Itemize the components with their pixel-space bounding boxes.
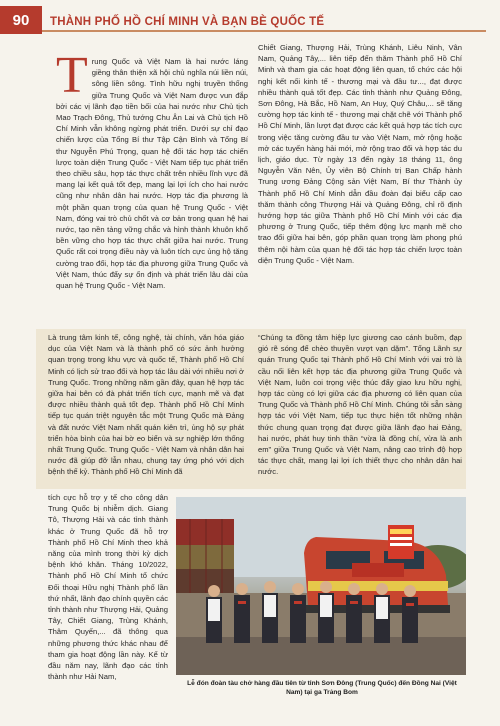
page-header [0, 0, 500, 34]
intro-right-text: Chiết Giang, Thượng Hải, Trùng Khánh, Liêu Ninh, Vân Nam, Quảng Tây,... liên tiếp đến thăm Thành phố Hồ Chí Minh và tham gia các hoạt động liên quan, tổ chức các hội nghị kết nối kinh tế - thương mại và đầu tư..., đạt được nhiều thành quả tốt đẹp. Các tỉnh thành như Quảng Đông, Sơn Đông, Hà Bắc, Hồ Nam, An Huy, Quý Châu,... sẽ tăng cường hợp tác kinh tế - thương mại chặt chẽ với Thành phố Hồ Chí Minh, lần lượt đạt được các kết quả hợp tác tích cực trong việc tăng cường đầu tư vào Việt Nam, mở rộng hoặc mở các tuyến hàng hải mới, mở rộng trao đổi và hợp tác du lịch, giáo dục. Từ ngày 13 đến ngày 18 tháng 11, ông Nguyễn Văn Nên, Ủy viên Bộ Chính trị Ban Chấp hành Trung ương Đảng Cộng sản Việt Nam, Bí thư Thành ủy Thành phố Hồ Chí Minh dẫn đầu đoàn đại biểu cấp cao thăm thành công Thượng Hải và Quảng Đông, chỉ rõ định hướng hợp tác giữa Thành phố Hồ Chí Minh với các địa phương ở Trung Quốc, tiếp thêm động lực mạnh mẽ cho trao đổi giữa hai bên, góp phần quan trọng làm phong phú thêm nội hàm của quan hệ đối tác hợp tác chiến lược toàn diện Trung Quốc - Việt Nam. [258, 43, 462, 265]
box-right-column [258, 332, 462, 478]
section-title: THÀNH PHỐ HỒ CHÍ MINH VÀ BẠN BÈ QUỐC TẾ [50, 16, 325, 28]
intro-right-column [258, 42, 462, 266]
page-number: 90 [0, 6, 42, 34]
intro-left-column [56, 47, 248, 291]
photo-illustration [176, 497, 466, 675]
photo-caption: Lễ đón đoàn tàu chở hàng đầu tiên từ tỉnh Sơn Đông (Trung Quốc) đến Đồng Nai (Việt Nam) tại ga Trảng Bom [187, 680, 457, 696]
bottom-left-text: tích cực hỗ trợ y tế cho công dân Trung Quốc bị nhiễm dịch. Giang Tô, Thượng Hải và các tỉnh thành khác ở Trung Quốc đã hỗ trợ Thành phố Hồ Chí Minh theo khả năng của mình trong thời kỳ dịch bệnh khó khăn. Tháng 10/2022, Thành phố Hồ Chí Minh tổ chức Đối thoại Hữu nghị Thành phố lần thứ nhất, lãnh đạo chính quyền các tỉnh thành như Thượng Hải, Quảng Tây, Chiết Giang, Trùng Khánh, Thâm Quyến,... đã thông qua những phương thức khác nhau để tham gia hoạt động lần này. Kể từ đầu năm nay, lãnh đạo các tỉnh thành như Hải Nam, [48, 493, 168, 682]
train-ceremony-photo [176, 497, 466, 675]
box-left-column [48, 332, 244, 478]
intro-left-text: rung Quốc và Việt Nam là hai nước láng giềng thân thiện xã hội chủ nghĩa núi liền núi, sông liền sông. Tình hữu nghị truyền thống giữa Trung Quốc và Việt Nam được vun đắp bởi các vị lãnh đạo tiền bối của hai nước như Chủ tịch Mao Trạch Đông, Thủ tướng Chu Ân Lai và Chủ tịch Hồ Chí Minh vẫn không ngừng phát triển. Dưới sự chỉ đạo chiến lược của Tổng Bí thư Tập Cận Bình và Tổng Bí thư Nguyễn Phú Trọng, quan hệ đối tác hợp tác chiến lược toàn diện Trung Quốc - Việt Nam tiếp tục phát triển theo chiều sâu, hợp tác thực chất trên nhiều lĩnh vực đã mang lại kết quả tốt đẹp, mang lại lợi ích cho hai nước cũng như nhân dân hai nước. Hợp tác địa phương là một phần quan trọng của quan hệ Trung Quốc - Việt Nam, đóng vai trò chủ chốt và cơ bản trong quan hệ hai nước, tạo nền tảng vững chắc và hình thành khuôn khổ bền vững cho hợp tác thực chất giữa hai nước. Trung Quốc rất coi trọng điều này và luôn tích cực ủng hộ tăng cường trao đổi, hợp tác địa phương giữa Trung Quốc và Việt Nam, thúc đẩy sự ổn định và phát triển lâu dài của quan hệ Trung Quốc - Việt Nam. [56, 57, 248, 291]
drop-cap: T [56, 47, 88, 104]
box-right-text: “Chúng ta đồng tâm hiệp lực giương cao cánh buồm, đạp gió rẽ sóng để chèo thuyền vượt vạn dặm”. Tổng Lãnh sự quán Trung Quốc tại Thành phố Hồ Chí Minh với vai trò là cầu nối liên kết hợp tác địa phương giữa Trung Quốc và Việt Nam, luôn coi trọng việc thúc đẩy giao lưu hữu nghị, hợp tác cùng có lợi giữa các địa phương có liên quan của Trung Quốc và Thành phố Hồ Chí Minh. Chúng tôi sẵn sàng hợp tác với Việt Nam, tiếp tục thực hiện tốt những nhận thức chung quan trọng đạt được giữa lãnh đạo hai Đảng, hai nước, phát huy tinh thần “vừa là đồng chí, vừa là anh em” giữa Trung Quốc và Việt Nam, nâng cao trình độ hợp tác thực chất, mang lại lợi ích thiết thực cho nhân dân hai nước. [258, 333, 462, 477]
header-divider [42, 30, 486, 32]
box-left-text: Là trung tâm kinh tế, công nghệ, tài chính, văn hóa giáo dục của Việt Nam và là thành phố có sức ảnh hưởng quan trọng trong khu vực và quốc tế, Thành phố Hồ Chí Minh có lịch sử trao đổi và hợp tác lâu dài với nhiều nơi ở Trung Quốc. Trong những năm gần đây, quan hệ hợp tác giữa hai bên có đà phát triển tích cực, mạnh mẽ và đạt được nhiều thành quả tốt đẹp. Thành phố Hồ Chí Minh tiếp tục quán triệt nguyên tắc một Trung Quốc mà Đảng và đất nước Việt Nam nhất quán kiên trì, ủng hộ sự phát triển hòa bình của hai bờ eo biển và sự nghiệp lớn thống nhất Trung Quốc. Trung Quốc - Việt Nam và nhân dân hai nước đã giúp đỡ lẫn nhau, chung tay ứng phó với dịch bệnh thế kỷ. Thành phố Hồ Chí Minh đã [48, 333, 244, 477]
bottom-left-column [48, 492, 168, 682]
